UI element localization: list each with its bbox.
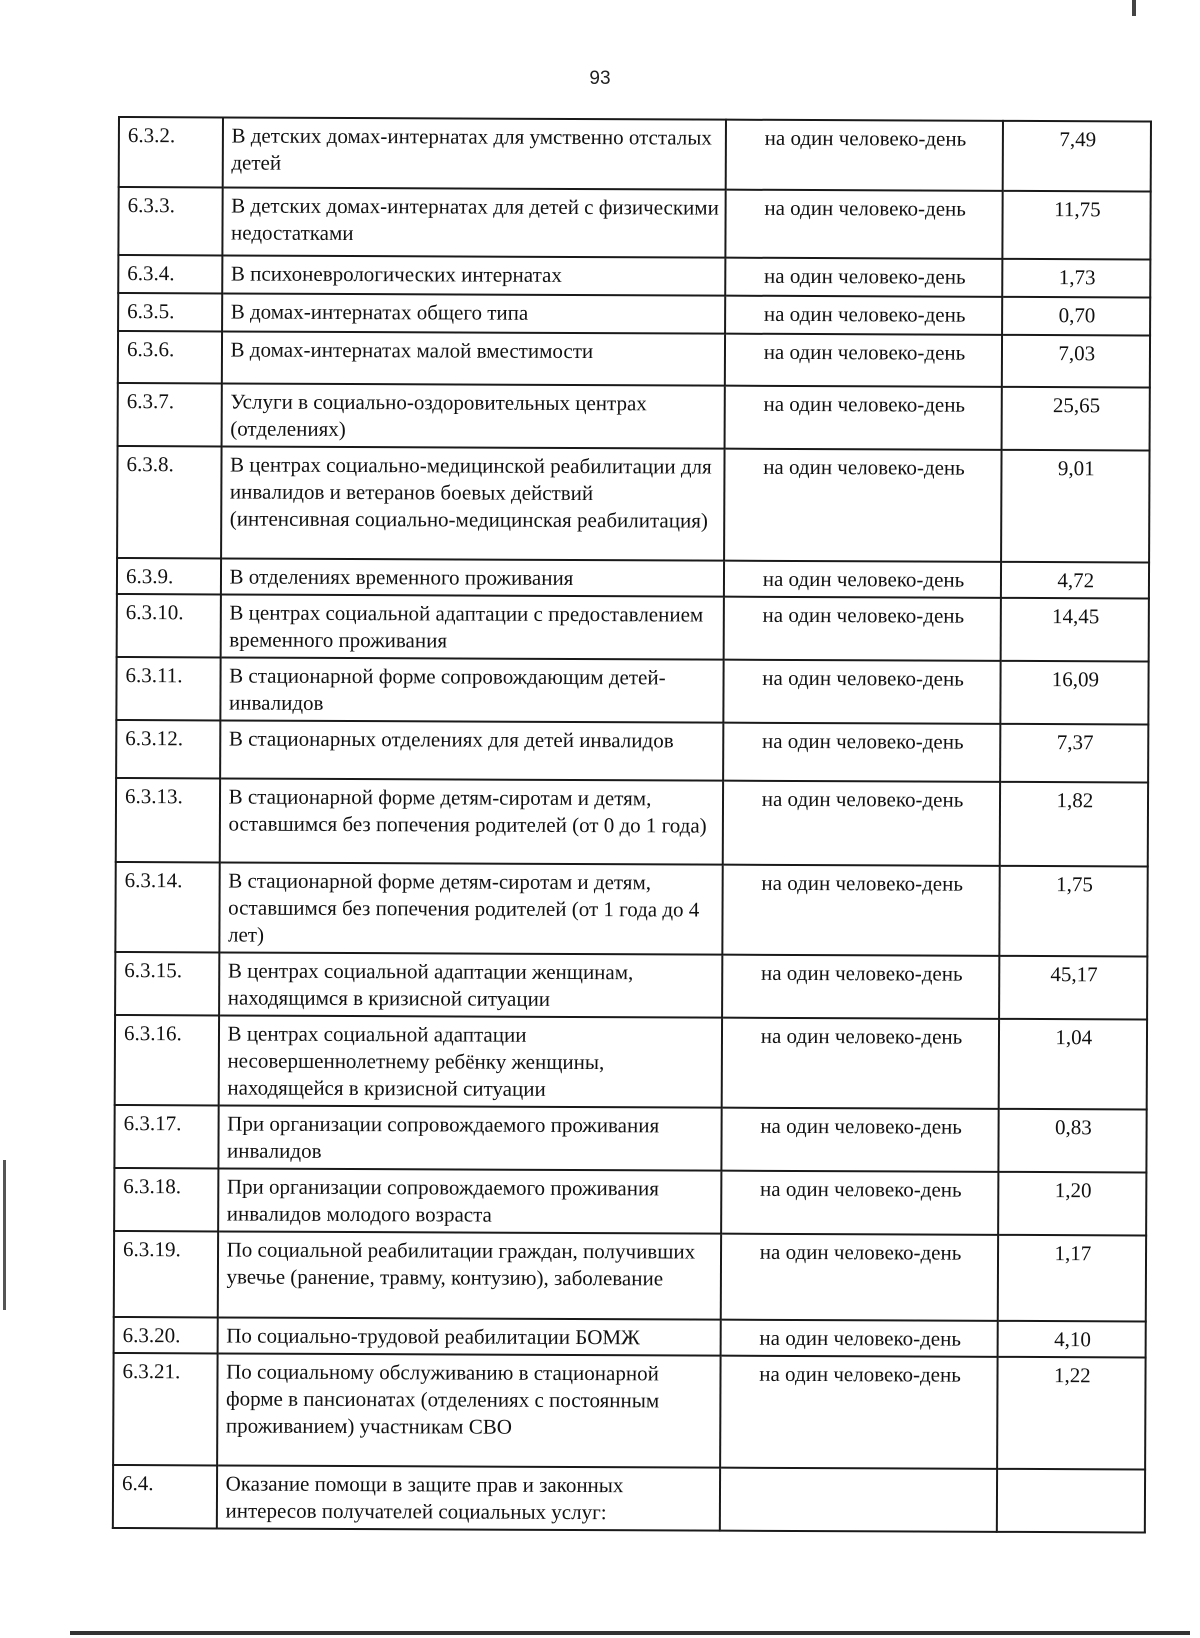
- table-row: [114, 1231, 1146, 1322]
- row-unit: на один человеко-день: [722, 1108, 999, 1172]
- row-unit: на один человеко-день: [721, 1320, 997, 1357]
- page-number: 93: [589, 68, 611, 89]
- row-description: В стационарной форме детям-сиротам и детям, оставшимся без попечения родителей (от 0 до 1 года): [219, 778, 723, 864]
- row-description: В детских домах-интернатах для умственно отсталых детей: [222, 117, 726, 189]
- row-code: 6.3.12.: [116, 720, 220, 778]
- row-description: В центрах социальной адаптации с предоставлением временного проживания: [220, 594, 724, 659]
- row-value: 1,22: [997, 1357, 1146, 1470]
- table-row: [113, 1465, 1145, 1533]
- row-unit: на один человеко-день: [722, 955, 999, 1019]
- row-value: 25,65: [1001, 387, 1150, 451]
- table-row: [114, 1168, 1146, 1236]
- row-description: В центрах социально-медицинской реабилитации для инвалидов и ветеранов боевых действий (интенсивная социально-медицинская реабилитация): [221, 446, 725, 560]
- table-row: [114, 1105, 1146, 1173]
- row-code: 6.3.13.: [116, 778, 220, 862]
- row-description: В домах-интернатах малой вместимости: [221, 331, 725, 385]
- row-unit: на один человеко-день: [720, 1356, 997, 1469]
- table-row: [119, 117, 1151, 192]
- row-unit: на один человеко-день: [725, 334, 1002, 387]
- row-unit: на один человеко-день: [724, 561, 1000, 598]
- row-unit: на один человеко-день: [723, 723, 1000, 782]
- scan-edge-mark-top: [1132, 0, 1136, 16]
- row-description: В стационарных отделениях для детей инвалидов: [220, 720, 724, 780]
- row-value: 14,45: [1000, 598, 1149, 662]
- row-code: 6.4.: [113, 1465, 217, 1528]
- scan-edge-bottom: [70, 1631, 1190, 1635]
- row-code: 6.3.11.: [116, 657, 220, 720]
- row-code: 6.3.14.: [115, 862, 219, 952]
- row-description: При организации сопровождаемого проживания инвалидов: [218, 1105, 722, 1170]
- row-code: 6.3.15.: [115, 952, 219, 1015]
- table-row: [118, 187, 1150, 260]
- row-unit: на один человеко-день: [721, 1234, 998, 1321]
- row-unit: на один человеко-день: [722, 1018, 999, 1109]
- row-code: 6.3.17.: [114, 1105, 218, 1168]
- row-code: 6.3.16.: [115, 1015, 219, 1105]
- row-description: В отделениях временного проживания: [221, 558, 725, 596]
- table-row: [118, 255, 1150, 298]
- row-value: [997, 1469, 1146, 1533]
- table-row: [113, 1353, 1145, 1470]
- row-value: 7,49: [1002, 121, 1151, 192]
- row-unit: на один человеко-день: [724, 449, 1001, 562]
- row-value: 0,83: [998, 1109, 1147, 1173]
- row-description: Услуги в социально-оздоровительных центрах (отделениях): [221, 383, 725, 448]
- row-code: 6.3.3.: [118, 187, 222, 255]
- row-code: 6.3.7.: [118, 383, 222, 446]
- row-value: 4,72: [1001, 562, 1149, 599]
- row-code: 6.3.20.: [114, 1317, 218, 1353]
- row-unit: на один человеко-день: [723, 865, 1000, 956]
- table-row: [114, 1317, 1146, 1358]
- row-value: 1,73: [1002, 259, 1150, 298]
- table-row: [115, 1015, 1147, 1110]
- row-unit: на один человеко-день: [726, 120, 1003, 191]
- row-description: В стационарной форме сопровождающим детей-инвалидов: [220, 657, 724, 722]
- row-description: В стационарной форме детям-сиротам и детям, оставшимся без попечения родителей (от 1 года до 4 лет): [219, 862, 723, 954]
- row-description: При организации сопровождаемого проживания инвалидов молодого возраста: [218, 1168, 722, 1233]
- row-description: В домах-интернатах общего типа: [222, 293, 726, 333]
- row-code: 6.3.8.: [117, 446, 221, 558]
- table-row: [116, 657, 1148, 725]
- row-value: 7,37: [1000, 724, 1149, 783]
- row-unit: на один человеко-день: [723, 781, 1000, 866]
- row-value: 7,03: [1001, 335, 1150, 388]
- row-code: 6.3.4.: [118, 255, 222, 293]
- row-description: В психоневрологических интернатах: [222, 255, 726, 295]
- row-value: 1,17: [997, 1235, 1146, 1322]
- row-unit: на один человеко-день: [725, 296, 1001, 335]
- table-row: [118, 383, 1150, 451]
- row-value: 1,04: [998, 1019, 1147, 1110]
- row-unit: на один человеко-день: [724, 597, 1001, 661]
- table-row: [118, 293, 1150, 336]
- row-code: 6.3.10.: [117, 594, 221, 657]
- row-value: 1,75: [999, 866, 1148, 957]
- row-code: 6.3.5.: [118, 293, 222, 331]
- row-code: 6.3.6.: [118, 331, 222, 383]
- row-code: 6.3.19.: [114, 1231, 218, 1317]
- row-value: 1,82: [999, 782, 1148, 867]
- row-code: 6.3.21.: [113, 1353, 217, 1465]
- row-value: 9,01: [1001, 450, 1150, 563]
- table-row: [116, 720, 1148, 783]
- row-value: 1,20: [998, 1172, 1147, 1236]
- row-unit: на один человеко-день: [725, 386, 1002, 450]
- row-unit: [720, 1468, 997, 1532]
- table-row: [118, 331, 1150, 388]
- scan-edge-mark-left: [3, 1160, 6, 1310]
- table-row: [117, 558, 1149, 599]
- tariff-table: [112, 116, 1152, 1533]
- row-description: В центрах социальной адаптации несовершеннолетнему ребёнку женщины, находящейся в кризисной ситуации: [218, 1015, 722, 1107]
- row-description: По социально-трудовой реабилитации БОМЖ: [217, 1317, 721, 1355]
- row-value: 16,09: [1000, 661, 1149, 725]
- table-row: [117, 446, 1149, 563]
- row-code: 6.3.18.: [114, 1168, 218, 1231]
- row-value: 0,70: [1002, 297, 1150, 336]
- row-unit: на один человеко-день: [722, 1171, 999, 1235]
- row-description: В детских домах-интернатах для детей с физическими недостатками: [222, 187, 726, 257]
- row-code: 6.3.2.: [119, 117, 223, 187]
- row-description: По социальной реабилитации граждан, получивших увечье (ранение, травму, контузию), заболевание: [217, 1231, 721, 1319]
- row-value: 11,75: [1002, 191, 1151, 260]
- row-unit: на один человеко-день: [726, 190, 1003, 259]
- row-description: По социальному обслуживанию в стационарной форме в пансионатах (отделениях с постоянным проживанием) участникам СВО: [217, 1353, 721, 1467]
- row-description: В центрах социальной адаптации женщинам, находящимся в кризисной ситуации: [219, 952, 723, 1017]
- row-code: 6.3.9.: [117, 558, 221, 594]
- row-unit: на один человеко-день: [726, 258, 1002, 297]
- row-description: Оказание помощи в защите прав и законных интересов получателей социальных услуг:: [216, 1465, 720, 1530]
- row-value: 4,10: [997, 1321, 1145, 1358]
- table-row: [117, 594, 1149, 662]
- row-value: 45,17: [999, 956, 1148, 1020]
- row-unit: на один человеко-день: [724, 660, 1001, 724]
- table-row: [116, 778, 1148, 867]
- table-row: [115, 952, 1147, 1020]
- table-row: [115, 862, 1147, 957]
